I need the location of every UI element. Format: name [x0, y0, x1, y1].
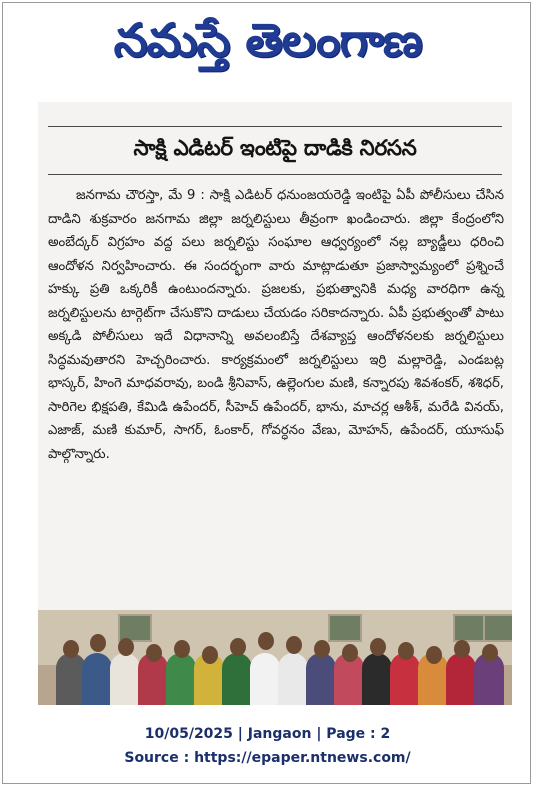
- photo-head: [314, 640, 330, 658]
- photo-head: [146, 644, 162, 662]
- photo-person: [390, 653, 420, 705]
- photo-head: [258, 632, 274, 650]
- masthead-title: నమస్తే తెలంగాణ: [113, 13, 422, 67]
- top-rule: [48, 126, 502, 127]
- photo-head: [63, 640, 79, 658]
- photo-person: [222, 653, 252, 705]
- photo-head: [286, 636, 302, 654]
- article-paragraph: జనగామ చౌరస్తా, మే 9 : సాక్షి ఎడిటర్ ధనుంజయరెడ్డి ఇంటిపై ఏపీ పోలీసులు చేసిన దాడిని శుక్రవారం జనగామ జిల్లా జర్నలిస్టులు తీవ్రంగా ఖండించారు. జిల్లా కేంద్రంలోని అంబేద్కర్ విగ్రహం వద్ద పలు జర్నలిస్టు సంఘాల ఆధ్వర్యంలో నల్ల బ్యాడ్జీలు ధరించి ఆందోళన నిర్వహించారు. ఈ సందర్భంగా వారు మాట్లాడుతూ ప్రజాస్వామ్యంలో ప్రశ్నించే హక్కు ప్రతి ఒక్కరికీ ఉంటుందన్నారు. ప్రజలకు, ప్రభుత్వానికి మధ్య వారధిగా ఉన్న జర్నలిస్టులను టార్గెట్‌గా చేసుకొని దాడులు చేయడం సరికాదన్నారు. ఏపీ ప్రభుత్వంతో పాటు అక్కడి పోలీసులు ఇదే విధానాన్ని అవలంబిస్తే దేశవ్యాప్త ఆందోళనలకు జర్నలిస్టులు సిద్ధమవుతారని హెచ్చరించారు. కార్యక్రమంలో జర్నలిస్టులు ఇర్రి మల్లారెడ్డి, ఎండబట్ల భాస్కర్, హింగె మాధవరావు, బండి శ్రీనివాస్, ఉల్లెంగుల మణి, కన్నారపు శివశంకర్, శశిధర్, సారిగెల భిక్షపతి, కేమిడి ఉపేందర్, సీహెచ్ ఉపేందర్, భాను, మాచర్ల ఆశీశ్, మరేడి వినయ్, ఎజాజ్, మణి కుమార్, సాగర్, ఓంకార్, గోవర్ధనం వేణు, మోహన్, ఉపేందర్, యూసుఫ్ పాల్గొన్నారు.: [48, 188, 504, 462]
- newspaper-masthead: [0, 4, 535, 76]
- photo-window: [483, 614, 512, 642]
- article-body: [48, 184, 504, 466]
- photo-head: [398, 642, 414, 660]
- photo-head: [230, 638, 246, 656]
- footer-date-edition: 10/05/2025 | Jangaon | Page : 2: [144, 726, 391, 742]
- photo-window: [453, 614, 487, 642]
- photo-head: [482, 644, 498, 662]
- photo-person: [446, 653, 476, 705]
- footer-source: Source : https://epaper.ntnews.com/: [124, 750, 411, 766]
- photo-head: [370, 638, 386, 656]
- photo-person: [362, 653, 392, 705]
- photo-person: [110, 653, 140, 705]
- headline-rule: [48, 174, 502, 175]
- photo-head: [426, 646, 442, 664]
- photo-head: [454, 640, 470, 658]
- photo-head: [202, 646, 218, 664]
- photo-head: [90, 634, 106, 652]
- photo-head: [342, 644, 358, 662]
- photo-head: [174, 640, 190, 658]
- article-photo: [38, 610, 512, 705]
- photo-person: [82, 653, 112, 705]
- article-headline: సాక్షి ఎడిటర్ ఇంటిపై దాడికి నిరసన: [133, 136, 417, 161]
- photo-window: [328, 614, 362, 642]
- photo-person: [278, 653, 308, 705]
- news-article: [38, 102, 512, 705]
- photo-person: [166, 653, 196, 705]
- photo-head: [118, 638, 134, 656]
- photo-person: [250, 653, 280, 705]
- photo-person: [306, 653, 336, 705]
